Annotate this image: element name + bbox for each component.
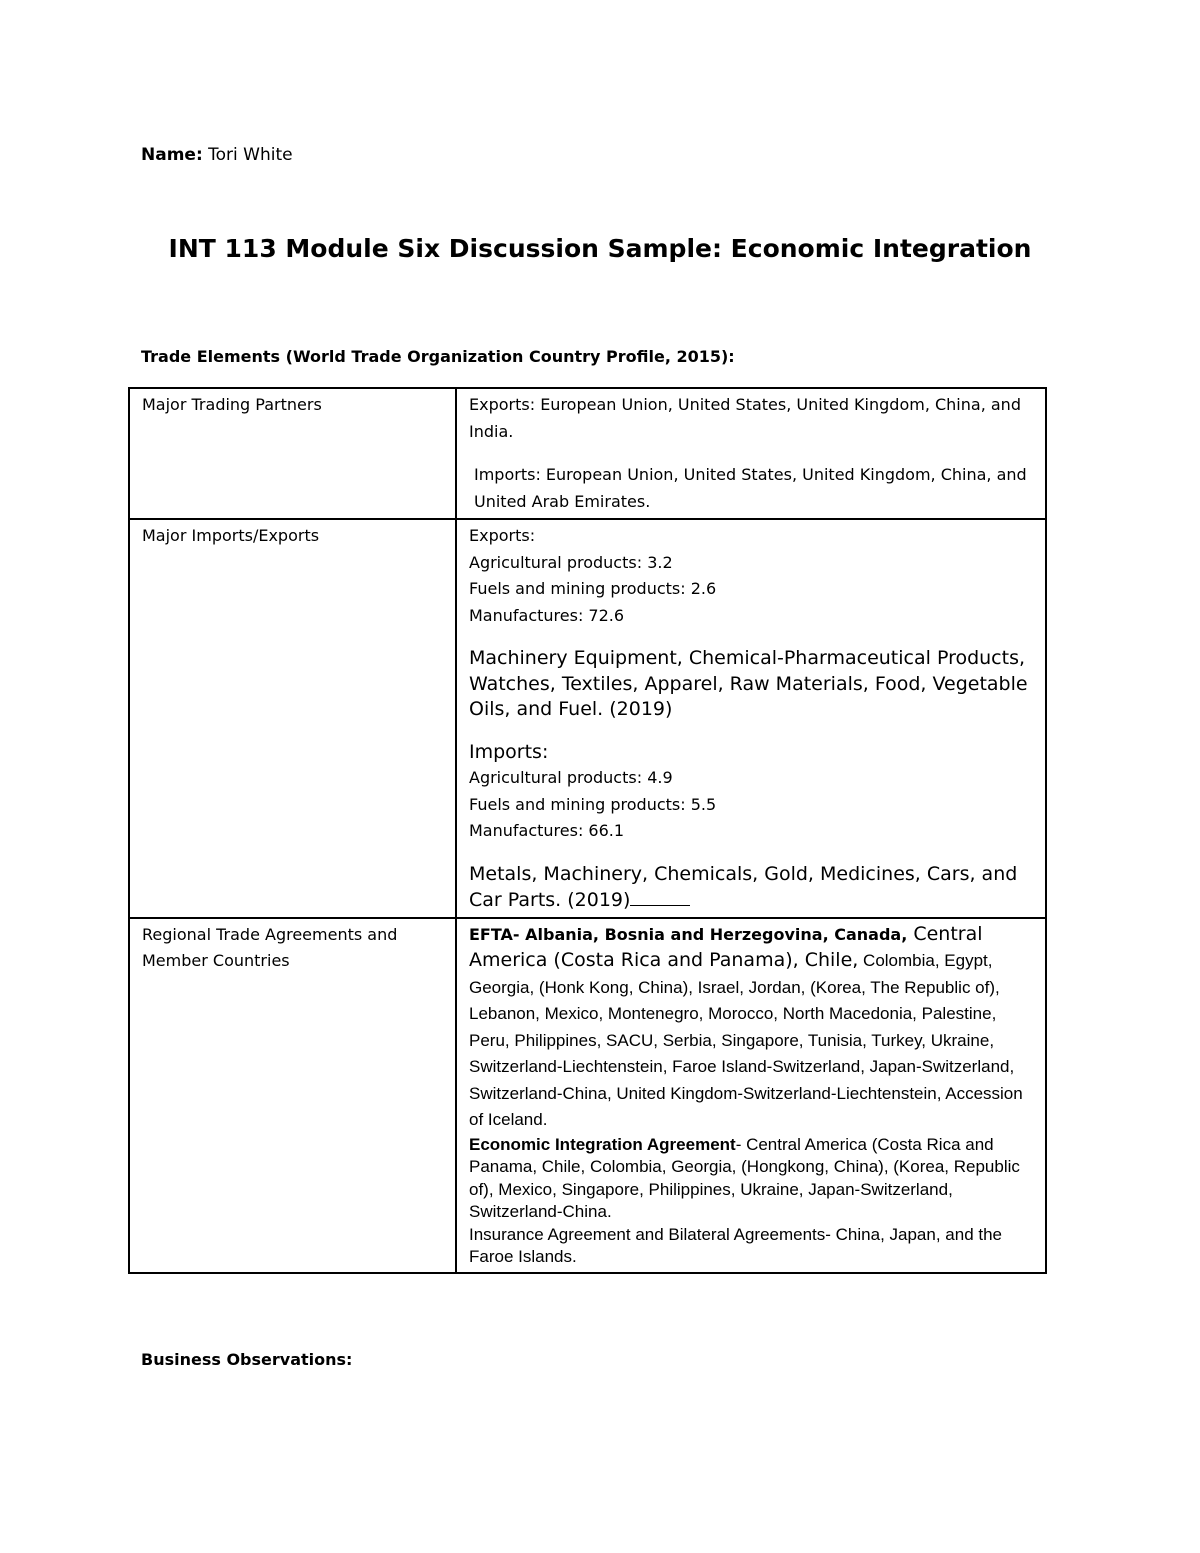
- eia-text: - Central America (Costa Rica and Panama, Chile, Colombia, Georgia, (Hongkong, China), (Korea, Republic of), Mexico, Singapore, Philippines, Ukraine, Japan-Switzerland, Switzerland-China.: [469, 1134, 1020, 1221]
- table-row: [129, 519, 1046, 918]
- exports-item: Manufactures: 72.6: [469, 605, 625, 625]
- row-label: Major Trading Partners: [129, 388, 456, 519]
- imports-item: Manufactures: 66.1: [469, 821, 625, 840]
- name-line: [141, 145, 293, 165]
- efta-countries-1: - Albania, Bosnia and Herzegovina, Canada,: [512, 924, 908, 944]
- efta-block: [469, 922, 1035, 1134]
- trade-elements-table: [128, 387, 1047, 1274]
- exports-goods: Machinery Equipment, Chemical-Pharmaceutical Products, Watches, Textiles, Apparel, Raw Materials, Food, Vegetable Oils, and Fuel. (2019): [469, 647, 1028, 720]
- imports-item: Agricultural products: 4.9: [469, 768, 673, 787]
- name-label: Name:: [141, 145, 203, 165]
- row-label: Regional Trade Agreements and Member Countries: [129, 918, 456, 1273]
- document-title: INT 113 Module Six Discussion Sample: Economic Integration: [168, 234, 1032, 263]
- trading-partners-exports: Exports: European Union, United States, United Kingdom, China, and India.: [469, 395, 1021, 441]
- exports-item: Agricultural products: 3.2: [469, 552, 673, 572]
- trade-elements-heading: Trade Elements (World Trade Organization Country Profile, 2015):: [141, 347, 735, 366]
- table-row: [129, 918, 1046, 1273]
- row-content: [456, 388, 1046, 519]
- insurance-text: Insurance Agreement and Bilateral Agreements- China, Japan, and the Faroe Islands.: [469, 1224, 1003, 1266]
- row-label: Major Imports/Exports: [129, 519, 456, 918]
- eia-label: Economic Integration Agreement: [469, 1134, 736, 1154]
- imports-goods-block: [469, 862, 1035, 914]
- imports-item: Fuels and mining products: 5.5: [469, 794, 717, 814]
- efta-label: EFTA: [469, 924, 513, 944]
- underline-rule: [630, 887, 690, 906]
- exports-item: Fuels and mining products: 2.6: [469, 579, 717, 598]
- trading-partners-imports: Imports: European Union, United States, United Kingdom, China, and United Arab Emirates.: [474, 465, 1027, 511]
- eia-block: [469, 1134, 1035, 1224]
- imports-heading: Imports:: [469, 740, 549, 763]
- business-observations-heading: Business Observations:: [141, 1350, 353, 1369]
- efta-countries-3: Colombia, Egypt, Georgia, (Honk Kong, China), Israel, Jordan, (Korea, The Republic of), Lebanon, Mexico, Montenegro, Morocco, North Macedonia, Palestine, Peru, Philippines, SACU, Serbia, Singapore, Tunisia, Turkey, Ukraine, Switzerland-Liechtenstein, Faroe Island-Switzerland, Japan-Switzerland, Switzerland-China, United Kingdom-Switzerland-Liechtenstein, Accession of Iceland.: [469, 951, 1023, 1129]
- table-row: [129, 388, 1046, 519]
- name-value: Tori White: [208, 145, 293, 165]
- imports-goods: Metals, Machinery, Chemicals, Gold, Medicines, Cars, and Car Parts. (2019): [469, 862, 1018, 911]
- efta-countries-2: Central America (Costa Rica and Panama), Chile,: [469, 922, 983, 971]
- row-content: [456, 519, 1046, 918]
- exports-heading: Exports:: [469, 526, 536, 545]
- row-content: [456, 918, 1046, 1273]
